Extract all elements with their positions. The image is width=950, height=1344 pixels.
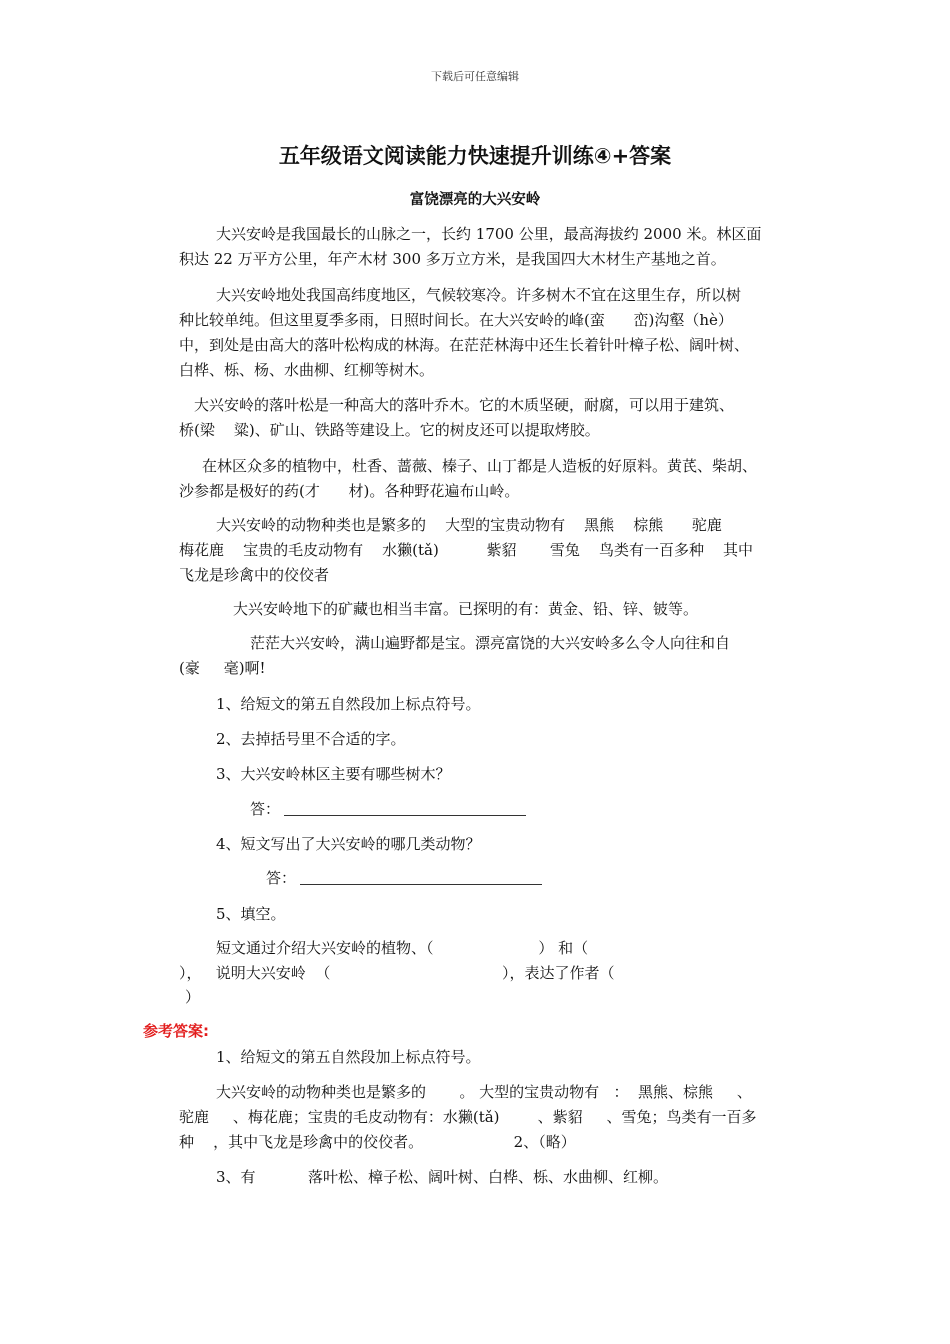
- question-5-fill-line2: ）， 说明大兴安岭 （ ），表达了作者（: [179, 964, 615, 982]
- question-3-answer-line[interactable]: [284, 815, 526, 816]
- answer-1-line3: 种 ，其中飞龙是珍禽中的佼佼者。 2、（略）: [179, 1133, 576, 1151]
- answer-3: 3、有 落叶松、樟子松、阔叶树、白桦、栎、水曲柳、红柳。: [216, 1168, 668, 1186]
- passage-p2-line1: 大兴安岭地处我国高纬度地区，气候较寒冷。许多树木不宜在这里生存，所以树: [216, 286, 742, 304]
- passage-p4-line2: 沙参都是极好的药(才 材)。各种野花遍布山岭。: [179, 482, 520, 500]
- question-4-answer-line[interactable]: [300, 884, 542, 885]
- passage-p4-line1: 在林区众多的植物中，杜香、蔷薇、榛子、山丁都是人造板的好原料。黄芪、柴胡、: [202, 457, 758, 475]
- question-3-answer-label: 答：: [250, 800, 281, 818]
- passage-title: 富饶漂亮的大兴安岭: [409, 192, 541, 208]
- document-title: 五年级语文阅读能力快速提升训练④+答案: [278, 144, 672, 168]
- answers-heading: 参考答案:: [143, 1022, 209, 1040]
- question-5-fill-line1: 短文通过介绍大兴安岭的植物、（ ） 和（: [216, 939, 589, 957]
- passage-p7-line1: 茫茫大兴安岭，满山遍野都是宝。漂亮富饶的大兴安岭多么令人向往和自: [250, 634, 731, 652]
- answer-1-line1: 大兴安岭的动物种类也是繁多的 。 大型的宝贵动物有 ： 黑熊、棕熊 、: [216, 1083, 752, 1101]
- passage-p3-line2: 桥(梁 粱)、矿山、铁路等建设上。它的树皮还可以提取烤胶。: [179, 421, 600, 439]
- passage-p1-line1: 大兴安岭是我国最长的山脉之一，长约 1700 公里，最高海拔约 2000 米。林区面: [216, 225, 762, 243]
- answer-1: 1、给短文的第五自然段加上标点符号。: [216, 1048, 481, 1066]
- passage-p3-line1: 大兴安岭的落叶松是一种高大的落叶乔木。它的木质坚硬，耐腐，可以用于建筑、: [194, 396, 735, 414]
- question-4: 4、短文写出了大兴安岭的哪几类动物？: [216, 835, 481, 853]
- question-3: 3、大兴安岭林区主要有哪些树木？: [216, 765, 451, 783]
- passage-p5-line2: 梅花鹿 宝贵的毛皮动物有 水獭(tǎ) 紫貂 雪兔 鸟类有一百多种 其中: [179, 541, 754, 559]
- passage-p6-line1: 大兴安岭地下的矿藏也相当丰富。已探明的有：黄金、铅、锌、铍等。: [233, 600, 699, 618]
- passage-p2-line2: 种比较单纯。但这里夏季多雨，日照时间长。在大兴安岭的峰(蛮 峦)沟壑（hè）: [179, 311, 733, 329]
- passage-p7-line2: (豪 毫)啊!: [179, 659, 266, 677]
- passage-p5-line1: 大兴安岭的动物种类也是繁多的 大型的宝贵动物有 黑熊 棕熊 驼鹿: [216, 516, 722, 534]
- passage-p1-line2: 积达 22 万平方公里，年产木材 300 多万立方米，是我国四大木材生产基地之首。: [179, 250, 726, 268]
- question-4-answer-label: 答：: [266, 869, 297, 887]
- answer-1-line2: 驼鹿 、梅花鹿；宝贵的毛皮动物有：水獭(tǎ) 、紫貂 、雪兔；鸟类有一百多: [179, 1108, 757, 1126]
- passage-p2-line4: 白桦、栎、杨、水曲柳、红柳等树木。: [179, 361, 435, 379]
- question-2: 2、去掉括号里不合适的字。: [216, 730, 406, 748]
- question-5: 5、填空。: [216, 905, 286, 923]
- question-5-fill-line3: ）: [185, 988, 201, 1006]
- passage-p2-line3: 中，到处是由高大的落叶松构成的林海。在茫茫林海中还生长着针叶樟子松、阔叶树、: [179, 336, 750, 354]
- page-header: 下载后可任意编辑: [431, 70, 519, 83]
- question-1: 1、给短文的第五自然段加上标点符号。: [216, 695, 481, 713]
- passage-p5-line3: 飞龙是珍禽中的佼佼者: [179, 566, 330, 584]
